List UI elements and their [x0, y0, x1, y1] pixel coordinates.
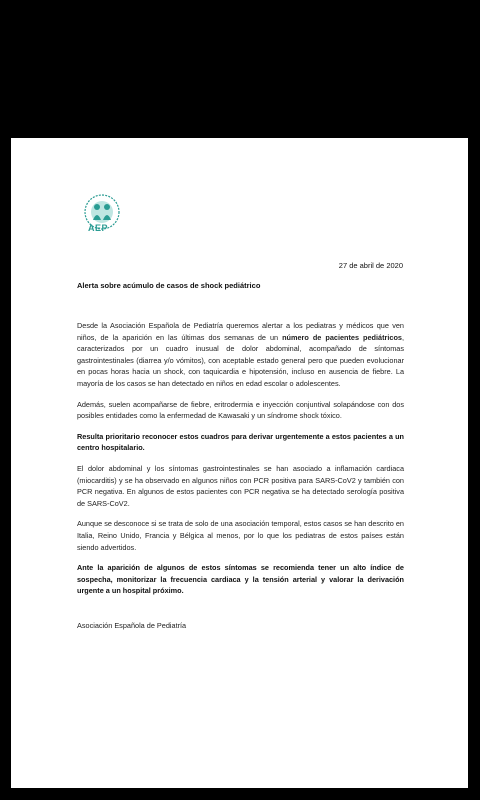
paragraph-1: [77, 320, 404, 390]
logo-text: AEP: [88, 223, 109, 233]
signature: Asociación Española de Pediatría: [77, 621, 187, 630]
letter-date: 27 de abril de 2020: [338, 261, 403, 270]
paragraph-1-text-cont: , caracterizados por un cuadro inusual de dolor abdominal, acompañado de síntomas gastrointestinales (diarrea y/o vómitos), con aceptable estado general pero que pueden evolucionar en pocas horas hacia un shock, con taquicardia e hipotensión, incluso en ausencia de fiebre. La mayoría de los casos se han detectado en niños en edad escolar o adolescentes.: [77, 332, 405, 388]
paragraph-6: Ante la aparición de algunos de estos síntomas se recomienda tener un alto índice de sospecha, monitorizar la frecuencia cardiaca y la tensión arterial y valorar la derivación urgente a un hospital próximo.: [77, 563, 404, 596]
letter-body: [77, 320, 404, 606]
paragraph-5: Aunque se desconoce si se trata de solo de una asociación temporal, estos casos se han descrito en Italia, Reino Unido, Francia y Bélgica al menos, por lo que los pediatras de estos países están siendo advertidos.: [77, 519, 404, 552]
paragraph-1-text: Desde la Asociación Española de Pediatría queremos alertar a los pediatras y médicos que ven niños, de la aparición en las últimas dos semanas de un: [77, 321, 404, 342]
paragraph-3: Resulta prioritario reconocer estos cuadros para derivar urgentemente a estos pacientes a un centro hospitalario.: [77, 431, 404, 453]
paragraph-2: Además, suelen acompañarse de fiebre, eritrodermia e inyección conjuntival solapándose con dos posibles entidades como la enfermedad de Kawasaki y un síndrome shock tóxico.: [77, 399, 404, 421]
aep-logo: [78, 190, 126, 242]
letter-subject: Alerta sobre acúmulo de casos de shock pediátrico: [77, 281, 261, 290]
document-page: [11, 138, 468, 788]
paragraph-1-emphasis: número de pacientes pediátricos: [282, 332, 402, 342]
paragraph-4: El dolor abdominal y los síntomas gastrointestinales se han asociado a inflamación cardiaca (miocarditis) y se ha observado en algunos niños con PCR positiva para SARS-CoV2 y también con PCR negativa. En algunos de estos pacientes con PCR negativa se ha detectado serología positiva de SARS-CoV2.: [77, 463, 404, 508]
